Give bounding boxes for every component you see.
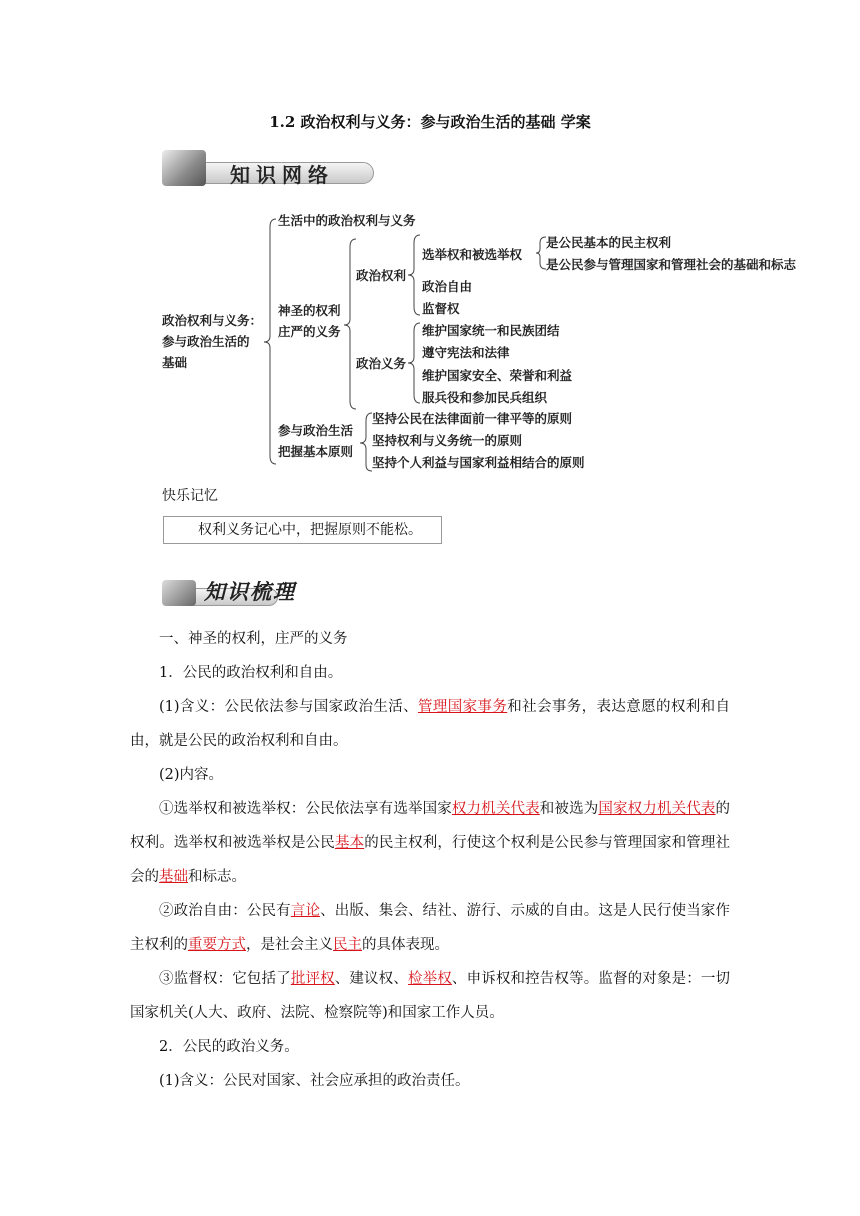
book-icon (162, 580, 196, 606)
answer-blank: 民主 (333, 937, 362, 953)
body-text (130, 622, 730, 1098)
map-e2: 是公民参与管理国家和管理社会的基础和标志 (546, 257, 797, 272)
map-b1: 生活中的政治权利与义务 (278, 213, 416, 228)
para-election: ①选举权和被选举权：公民依法享有选举国家权力机关代表和被选为国家权力机关代表的权利。选举权和被选举权是公民基本的民主权利，行使这个权利是公民参与管理国家和管理社会的基础和标志。 (130, 801, 731, 885)
answer-blank: 权力机关代表 (451, 801, 540, 817)
answer-blank: 言论 (290, 903, 321, 919)
brace-b2 (344, 239, 356, 409)
knowledge-network-banner: 知识网络 (162, 150, 377, 186)
section-duties: 2．公民的政治义务。 (159, 1039, 299, 1055)
memo-text: 权利义务记心中，把握原则不能松。 (198, 522, 422, 538)
answer-blank: 检举权 (407, 971, 452, 987)
para-meaning: (1)含义：公民依法参与国家政治生活、管理国家事务和社会事务，表达意愿的权利和自由，就是公民的政治权利和自由。 (130, 699, 730, 749)
map-d4: 服兵役和参加民兵组织 (422, 390, 548, 405)
map-b2-line2: 庄严的义务 (278, 324, 341, 339)
brace-rights (408, 235, 420, 315)
map-rights: 政治权利 (356, 268, 407, 283)
map-duties: 政治义务 (356, 356, 407, 371)
hand-photo-icon (162, 150, 206, 186)
para-supervision: ③监督权：它包括了批评权、建议权、检举权、申诉权和控告权等。监督的对象是：一切国家机关(人大、政府、法院、检察院等)和国家工作人员。 (130, 971, 731, 1021)
map-root-line2: 参与政治生活的 (162, 334, 250, 349)
map-b3-line1: 参与政治生活 (278, 423, 354, 438)
map-b3-line2: 把握基本原则 (278, 444, 354, 459)
map-e1: 是公民基本的民主权利 (546, 235, 672, 250)
answer-blank: 批评权 (290, 971, 335, 987)
brace-elect (536, 237, 546, 269)
map-d3: 维护国家安全、荣誉和利益 (422, 368, 573, 383)
answer-blank: 基本 (334, 835, 365, 851)
para-freedom: ②政治自由：公民有言论、出版、集会、结社、游行、示威的自由。这是人民行使当家作主权利的重要方式，是社会主义民主的具体表现。 (130, 903, 731, 953)
section-content: (2)内容。 (159, 767, 224, 783)
section-1: 一、神圣的权利，庄严的义务 (159, 631, 348, 647)
section-2: 1．公民的政治权利和自由。 (159, 665, 343, 681)
map-elect: 选举权和被选举权 (422, 247, 523, 262)
brace-root (264, 219, 276, 464)
map-root-line1: 政治权利与义务： (162, 313, 263, 328)
memo-box (163, 516, 442, 544)
memo-heading: 快乐记忆 (162, 488, 218, 504)
para-duties-meaning: (1)含义：公民对国家、社会应承担的政治责任。 (159, 1073, 470, 1089)
brace-b3 (360, 413, 372, 471)
knowledge-summary-banner: 知识梳理 (162, 572, 312, 608)
map-freedom: 政治自由 (422, 279, 473, 294)
map-d1: 维护国家统一和民族团结 (422, 323, 560, 338)
map-b2-line1: 神圣的权利 (278, 303, 341, 318)
map-pr2: 坚持权利与义务统一的原则 (372, 433, 523, 448)
answer-blank: 基础 (159, 869, 188, 885)
brace-duties (408, 323, 420, 403)
answer-blank: 管理国家事务 (417, 699, 508, 715)
answer-blank: 国家权力机关代表 (598, 801, 716, 817)
map-pr3: 坚持个人利益与国家利益相结合的原则 (372, 455, 585, 470)
page-title: 1.2 政治权利与义务：参与政治生活的基础 学案 (269, 113, 591, 131)
map-root-line3: 基础 (162, 355, 188, 370)
map-pr1: 坚持公民在法律面前一律平等的原则 (372, 411, 573, 426)
concept-map (0, 205, 860, 480)
map-supervise: 监督权 (422, 301, 460, 316)
map-d2: 遵守宪法和法律 (422, 345, 510, 360)
answer-blank: 重要方式 (188, 937, 246, 953)
